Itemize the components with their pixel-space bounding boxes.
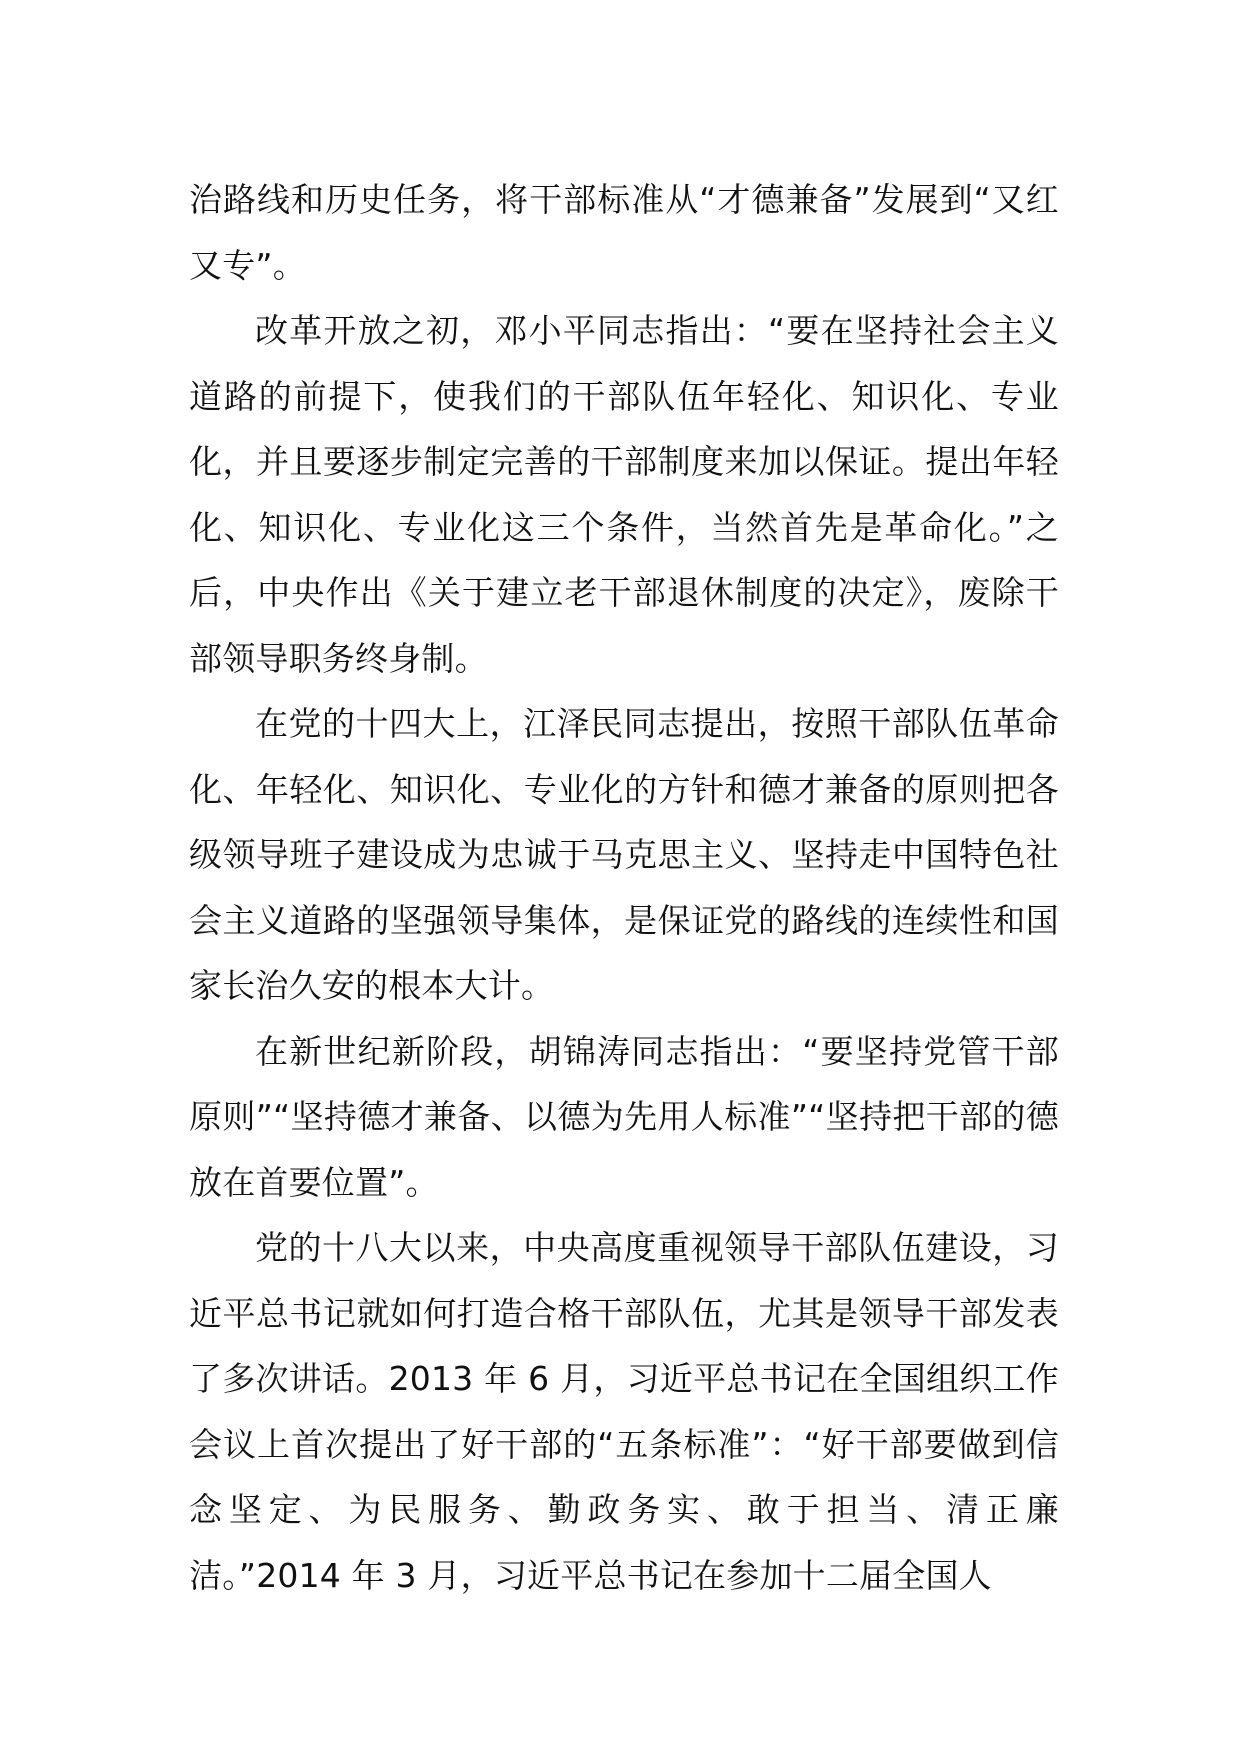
paragraph-5: 党的十八大以来，中央高度重视领导干部队伍建设，习近平总书记就如何打造合格干部队伍，尤其是领导干部发表了多次讲话。2013 年 6 月，习近平总书记在全国组织工作会议上首次提出了好干部的“五条标准”：“好干部要做到信念坚定、为民服务、勤政务实、敢于担当、清正廉洁。”2014 年 3 月，习近平总书记在参加十二届全国人	[189, 1228, 1059, 1595]
paragraph-2: 改革开放之初，邓小平同志指出：“要在坚持社会主义道路的前提下，使我们的干部队伍年轻化、知识化、专业化，并且要逐步制定完善的干部制度来加以保证。提出年轻化、知识化、专业化这三个条件，当然首先是革命化。”之后，中央作出《关于建立老干部退休制度的决定》，废除干部领导职务终身制。	[189, 311, 1059, 678]
paragraph-3: 在党的十四大上，江泽民同志提出，按照干部队伍革命化、年轻化、知识化、专业化的方针和德才兼备的原则把各级领导班子建设成为忠诚于马克思主义、坚持走中国特色社会主义道路的坚强领导集体，是保证党的路线的连续性和国家长治久安的根本大计。	[189, 704, 1059, 1005]
document-body	[189, 167, 1059, 1608]
paragraph-1: 治路线和历史任务，将干部标准从“才德兼备”发展到“又红又专”。	[189, 180, 1059, 285]
paragraph-4: 在新世纪新阶段，胡锦涛同志指出：“要坚持党管干部原则”“坚持德才兼备、以德为先用人标准”“坚持把干部的德放在首要位置”。	[189, 1031, 1059, 1202]
